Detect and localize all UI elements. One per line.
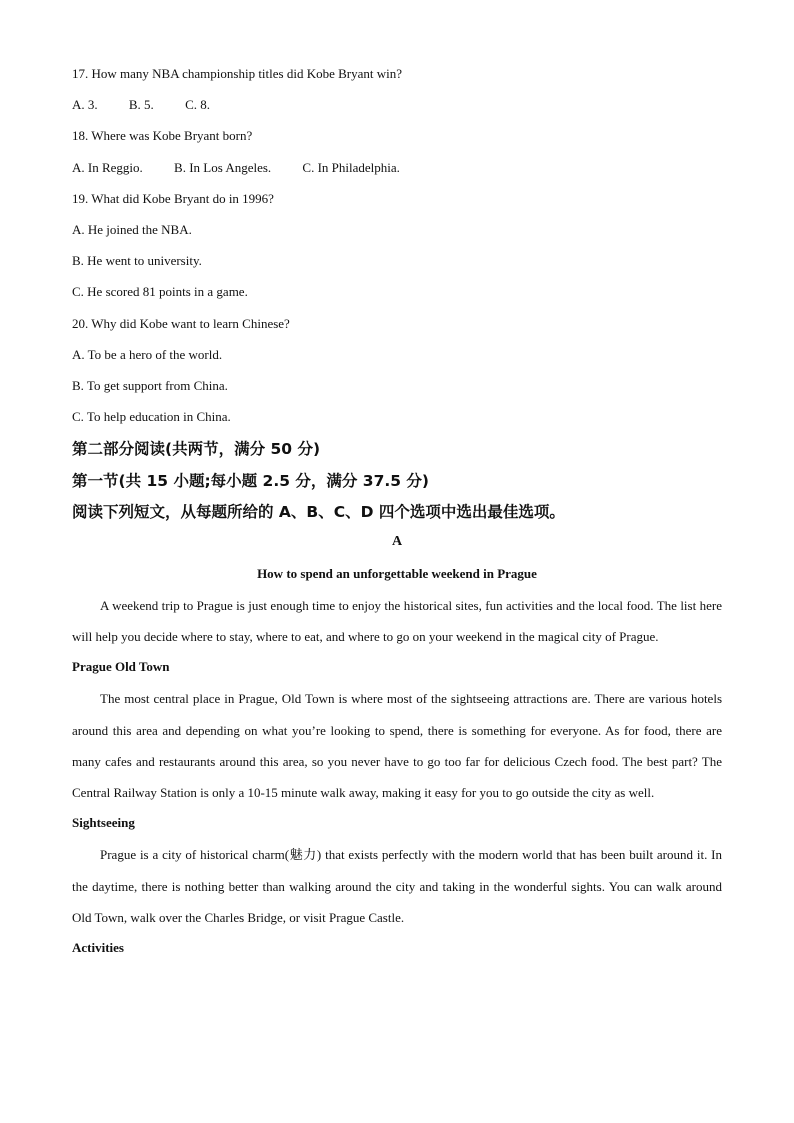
question-number: 20. — [72, 315, 89, 331]
option-c: C. To help education in China. — [72, 409, 231, 425]
exam-page — [72, 66, 722, 971]
question-19 — [72, 191, 722, 222]
question-20 — [72, 316, 722, 347]
question-text: What did Kobe Bryant do in 1996? — [91, 190, 274, 206]
part-title: 第二部分阅读(共两节，满分 50 分) — [72, 440, 321, 459]
question-number: 18. — [72, 128, 89, 144]
question-17-options — [72, 97, 722, 128]
option-b: B. 5. — [128, 97, 154, 113]
question-text: Why did Kobe want to learn Chinese? — [91, 315, 290, 331]
section-body-old-town: The most central place in Prague, Old Town is where most of the sightseeing attractions are. There are various hotels around this area and depending on what you’re looking to spend, there is something for everyone. As for food, there are many cafes and restaurants around this area, so you never have to go too far for delicious Czech food. The best part? The Central Railway Station is only a 10-15 minute walk away, making it easy for you to go outside the city as well. — [72, 691, 722, 800]
question-text: How many NBA championship titles did Kobe Bryant win? — [91, 66, 403, 81]
question-18-options — [72, 160, 722, 191]
article-intro: A weekend trip to Prague is just enough time to enjoy the historical sites, fun activities and the local food. The list here will help you decide where to stay, where to eat, and where to go on your weekend in the magical city of Prague. — [72, 597, 722, 644]
option-b: B. He went to university. — [72, 253, 202, 269]
section-heading-old-town: Prague Old Town — [72, 659, 170, 675]
section-subtitle: 第一节(共 15 小题;每小题 2.5 分，满分 37.5 分) — [72, 471, 430, 490]
section-instruction: 阅读下列短文，从每题所给的 A、B、C、D 四个选项中选出最佳选项。 — [72, 503, 565, 522]
option-a: A. 3. — [72, 97, 98, 113]
article-letter: A — [391, 534, 403, 550]
option-c: C. 8. — [185, 97, 210, 113]
option-a: A. He joined the NBA. — [72, 221, 192, 237]
option-a: A. To be a hero of the world. — [72, 346, 223, 362]
option-b: B. To get support from China. — [72, 377, 228, 393]
question-18 — [72, 128, 722, 159]
section-body-sightseeing: Prague is a city of historical charm(魅力) that exists perfectly with the modern world that has been built around it. In the daytime, there is nothing better than walking around the city and taking in the wonderful sights. You can walk around Old Town, walk over the Charles Bridge, or visit Prague Castle. — [72, 847, 722, 925]
section-heading-activities: Activities — [72, 940, 124, 955]
option-b: B. In Los Angeles. — [174, 159, 272, 175]
option-c: C. He scored 81 points in a game. — [72, 284, 248, 300]
question-number: 19. — [72, 190, 89, 206]
question-text: Where was Kobe Bryant born? — [91, 128, 253, 144]
section-heading-sightseeing: Sightseeing — [72, 815, 135, 831]
option-c: C. In Philadelphia. — [302, 159, 400, 175]
article-title: How to spend an unforgettable weekend in Prague — [257, 565, 537, 581]
option-a: A. In Reggio. — [72, 159, 143, 175]
question-17 — [72, 66, 722, 97]
question-number: 17. — [72, 66, 89, 81]
